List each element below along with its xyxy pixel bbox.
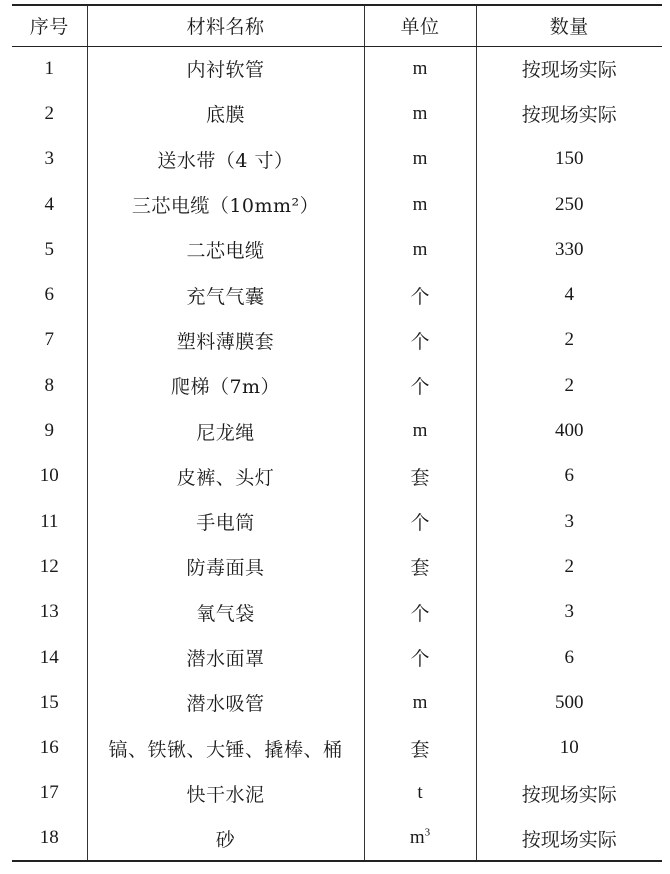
row-material-name: 底膜 xyxy=(87,91,364,136)
row-material-name: 砂 xyxy=(87,816,364,861)
row-unit-text: m xyxy=(412,238,428,260)
row-index: 18 xyxy=(12,816,87,861)
row-index: 5 xyxy=(44,238,54,260)
table-row xyxy=(12,771,662,816)
table-row xyxy=(12,227,662,272)
table-row xyxy=(12,182,662,227)
header-index: 序号 xyxy=(12,5,87,46)
row-quantity: 400 xyxy=(476,408,662,453)
row-index: 9 xyxy=(44,420,54,442)
row-unit xyxy=(364,182,476,227)
row-unit-text: 个 xyxy=(410,286,430,308)
row-unit-text: m xyxy=(412,148,428,170)
row-material-name: 内衬软管 xyxy=(87,46,364,91)
table-row xyxy=(12,363,662,408)
row-quantity: 3 xyxy=(476,499,662,544)
table-body xyxy=(12,46,662,861)
row-unit-text: m xyxy=(412,193,428,215)
row-unit xyxy=(364,771,476,816)
header-name: 材料名称 xyxy=(87,5,364,46)
header-quantity: 数量 xyxy=(476,5,662,46)
row-material-name: 氧气袋 xyxy=(87,590,364,635)
row-quantity: 按现场实际 xyxy=(476,46,662,91)
row-unit-text: m xyxy=(412,420,428,442)
materials-table-container xyxy=(12,4,662,862)
row-unit xyxy=(364,363,476,408)
row-quantity: 2 xyxy=(476,544,662,589)
row-index: 16 xyxy=(39,737,59,759)
row-unit xyxy=(364,91,476,136)
row-material-name: 手电筒 xyxy=(87,499,364,544)
table-header xyxy=(12,5,662,46)
row-unit xyxy=(364,454,476,499)
row-unit xyxy=(364,725,476,770)
row-material-name: 潜水面罩 xyxy=(87,635,364,680)
row-quantity: 3 xyxy=(476,590,662,635)
row-material-name: 充气气囊 xyxy=(87,272,364,317)
row-quantity: 330 xyxy=(476,227,662,272)
row-material-name: 镐、铁锹、大锤、撬棒、桶 xyxy=(87,725,364,770)
row-quantity: 2 xyxy=(476,363,662,408)
row-material-name: 潜水吸管 xyxy=(87,680,364,725)
row-unit-text: 个 xyxy=(410,649,430,670)
row-quantity: 6 xyxy=(476,454,662,499)
table-row xyxy=(12,544,662,589)
row-quantity: 6 xyxy=(476,635,662,680)
row-unit xyxy=(364,318,476,363)
row-index: 14 xyxy=(39,646,59,668)
table-row xyxy=(12,137,662,182)
row-unit-text: 套 xyxy=(410,739,430,761)
row-unit xyxy=(364,227,476,272)
row-quantity: 按现场实际 xyxy=(476,816,662,861)
row-material-name: 防毒面具 xyxy=(87,544,364,589)
row-unit-text: 套 xyxy=(410,558,430,580)
row-index: 10 xyxy=(39,465,59,487)
row-unit-text: 个 xyxy=(410,603,430,625)
row-quantity: 500 xyxy=(476,680,662,725)
row-index: 8 xyxy=(44,374,54,396)
row-unit-text: 个 xyxy=(410,377,430,399)
row-index: 4 xyxy=(44,193,54,215)
header-row xyxy=(12,5,662,46)
row-quantity: 按现场实际 xyxy=(476,91,662,136)
table-row xyxy=(12,46,662,91)
row-material-name: 三芯电缆（10mm²） xyxy=(87,182,364,227)
header-unit: 单位 xyxy=(364,5,476,46)
row-quantity: 按现场实际 xyxy=(476,771,662,816)
row-index: 17 xyxy=(39,782,59,804)
row-index: 3 xyxy=(44,148,54,170)
row-material-name: 送水带（4 寸） xyxy=(87,137,364,182)
row-index: 7 xyxy=(44,329,54,351)
row-unit xyxy=(364,408,476,453)
row-unit xyxy=(364,272,476,317)
row-material-name: 二芯电缆 xyxy=(87,227,364,272)
row-unit xyxy=(364,635,476,680)
row-material-name: 尼龙绳 xyxy=(87,408,364,453)
row-unit xyxy=(364,816,476,861)
row-index: 6 xyxy=(44,284,54,306)
row-unit xyxy=(364,137,476,182)
table-row xyxy=(12,91,662,136)
row-index: 1 xyxy=(44,57,54,79)
row-unit-text: 个 xyxy=(410,331,430,353)
table-row xyxy=(12,454,662,499)
row-index: 15 xyxy=(39,691,59,713)
table-row xyxy=(12,816,662,861)
row-index: 12 xyxy=(39,555,59,577)
materials-table xyxy=(12,4,662,862)
row-unit-text: m xyxy=(412,57,428,79)
row-quantity: 250 xyxy=(476,182,662,227)
table-row xyxy=(12,408,662,453)
row-unit xyxy=(364,46,476,91)
row-index: 11 xyxy=(40,510,59,532)
table-row xyxy=(12,272,662,317)
row-unit xyxy=(364,544,476,589)
row-index: 2 xyxy=(44,102,54,124)
row-unit-text: t xyxy=(417,782,423,804)
row-unit-text: m xyxy=(412,102,428,124)
table-row xyxy=(12,680,662,725)
table-row xyxy=(12,499,662,544)
row-unit-superscript: 3 xyxy=(424,826,431,839)
row-quantity: 4 xyxy=(476,272,662,317)
row-material-name: 塑料薄膜套 xyxy=(87,318,364,363)
row-unit-text: 套 xyxy=(410,467,430,489)
row-quantity: 150 xyxy=(476,137,662,182)
row-unit xyxy=(364,590,476,635)
row-unit xyxy=(364,499,476,544)
row-unit-text: m xyxy=(412,691,428,713)
row-material-name: 皮裤、头灯 xyxy=(87,454,364,499)
row-unit-text: m xyxy=(409,827,425,849)
table-row xyxy=(12,635,662,680)
row-quantity: 10 xyxy=(476,725,662,770)
table-row xyxy=(12,318,662,363)
row-index: 13 xyxy=(39,601,59,623)
table-row xyxy=(12,725,662,770)
row-quantity: 2 xyxy=(476,318,662,363)
row-material-name: 爬梯（7m） xyxy=(87,363,364,408)
row-material-name: 快干水泥 xyxy=(87,771,364,816)
row-unit xyxy=(364,680,476,725)
table-row xyxy=(12,590,662,635)
row-unit-text: 个 xyxy=(410,513,430,535)
